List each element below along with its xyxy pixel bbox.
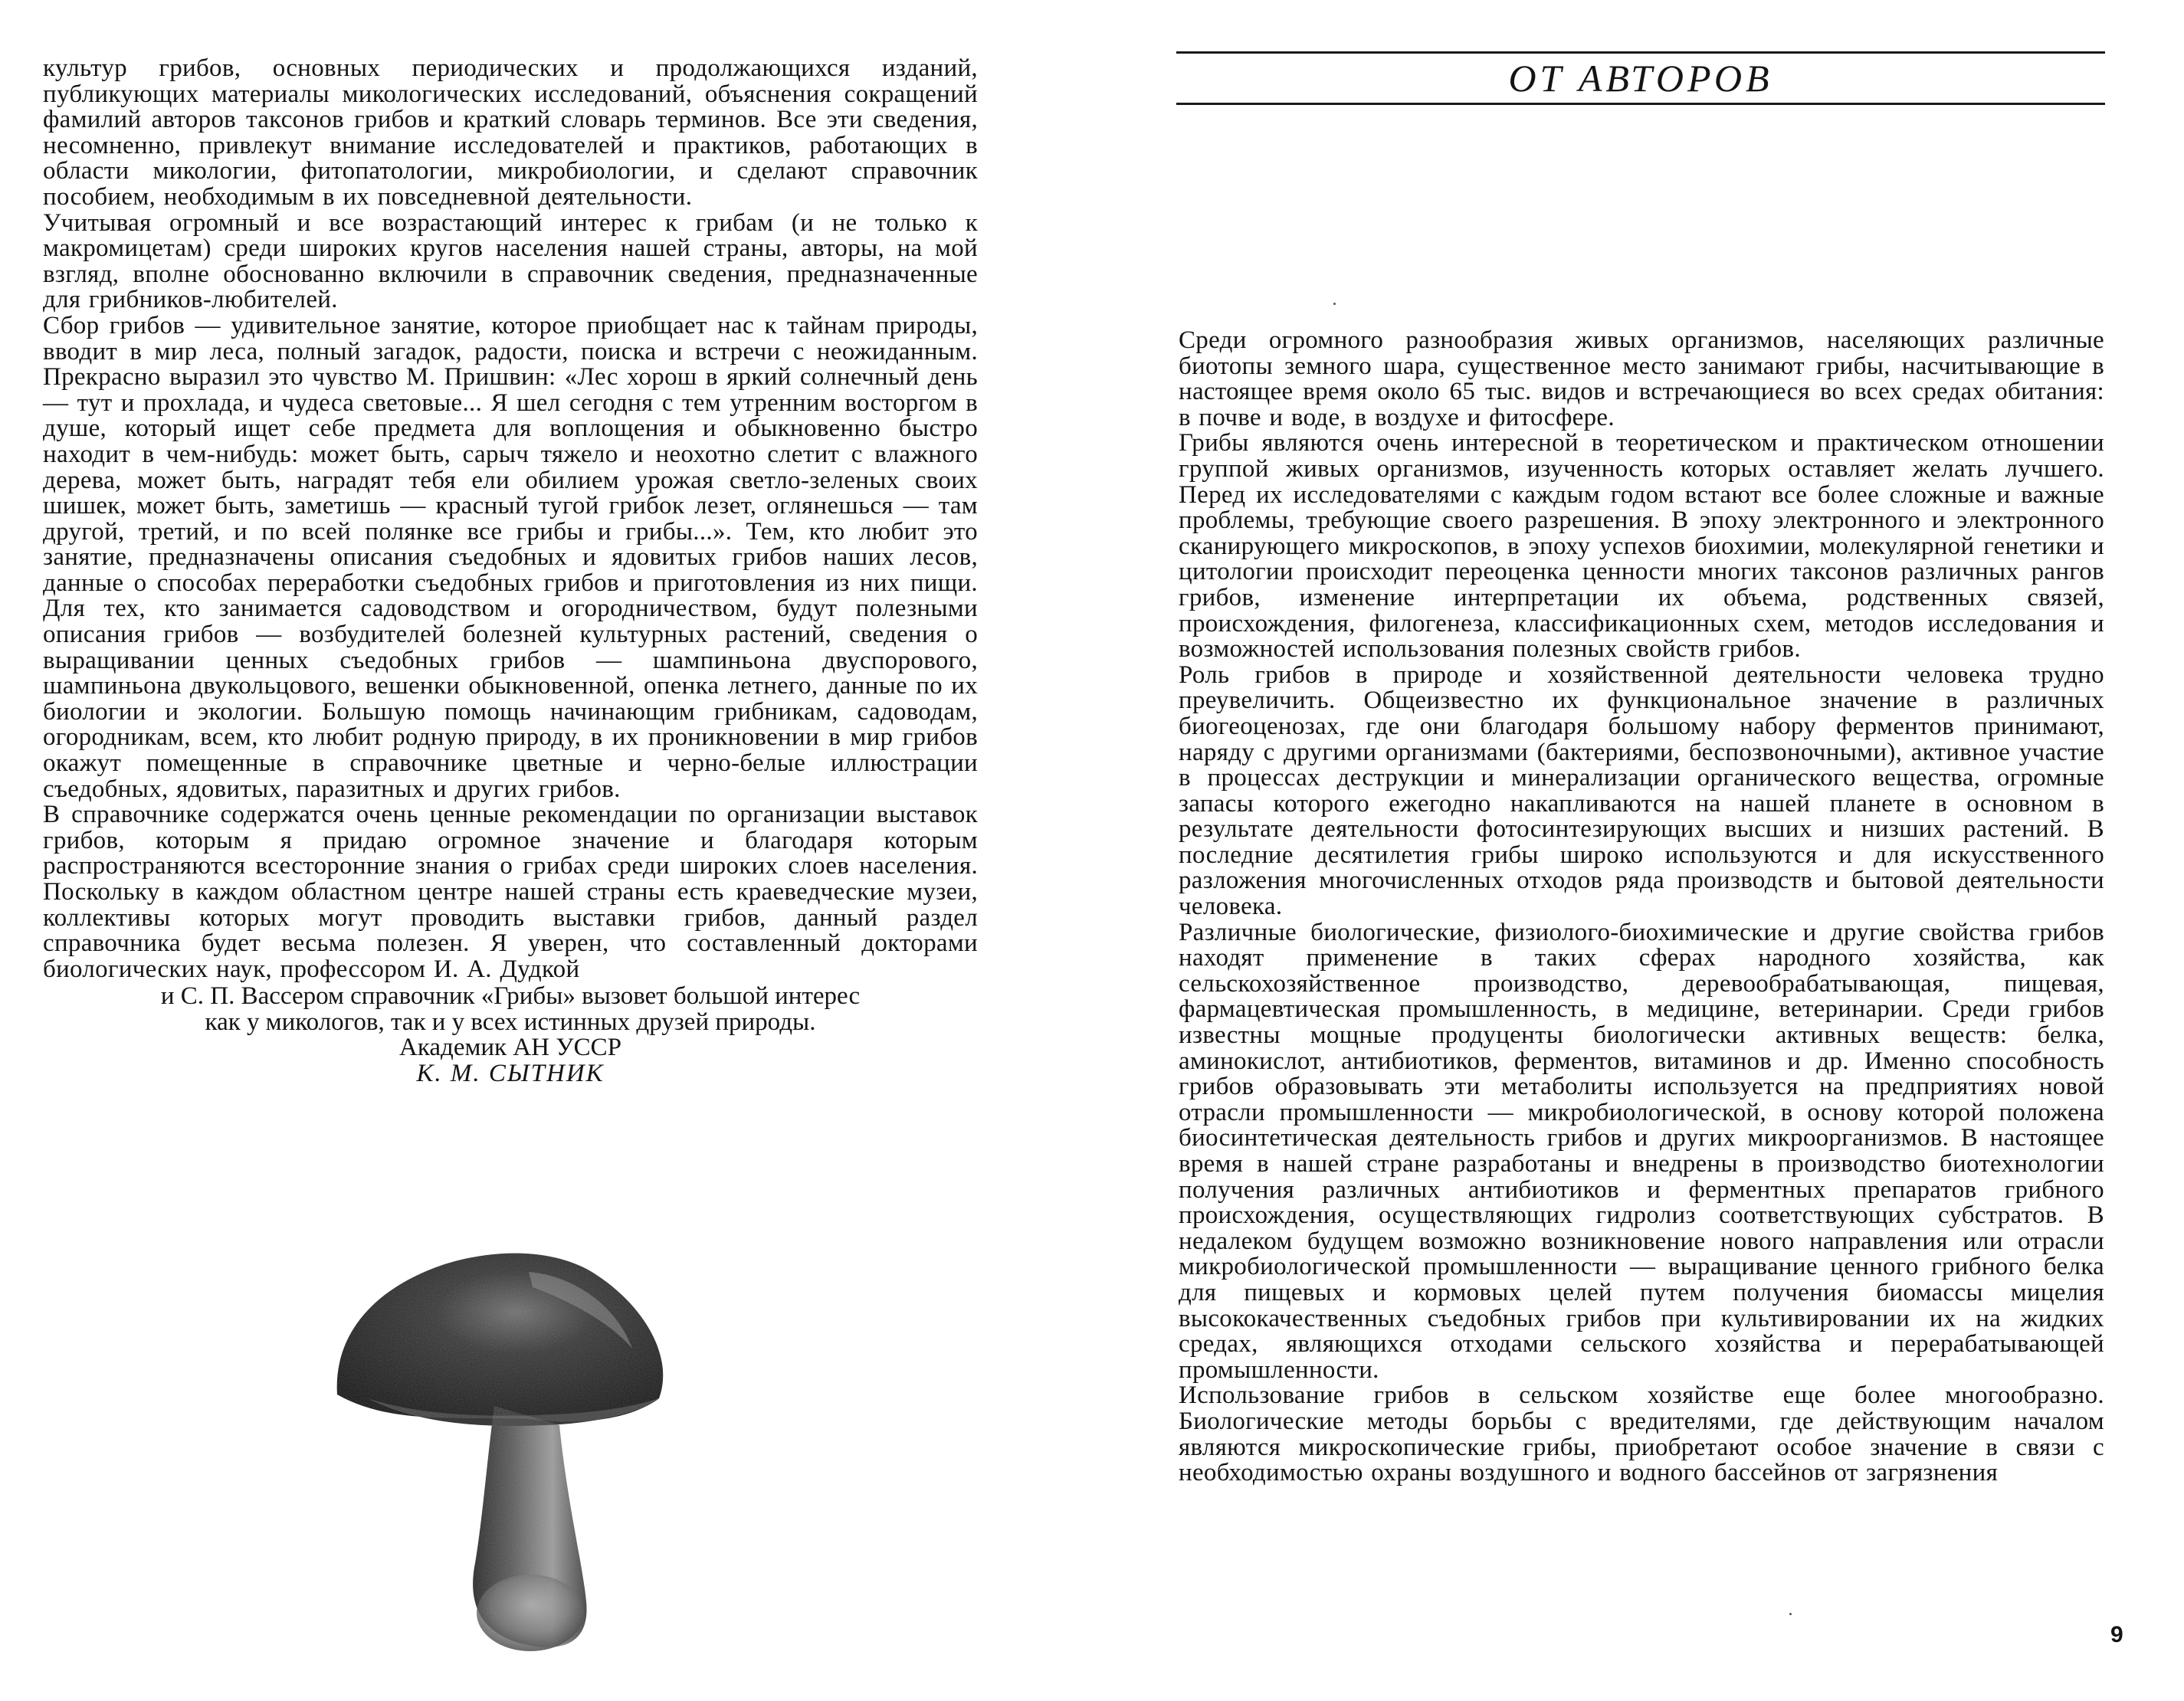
mushroom-illustration <box>322 1241 751 1686</box>
heading-rule-top <box>1176 51 2105 54</box>
paragraph: Учитывая огромный и все возрастающий интерес к грибам (и не только к макромицетам) среди широких кругов населения нашей страны, авторы, на мой взгляд, вполне обоснованно включили в справочник сведения, предназначенные для грибников-любителей. <box>43 208 978 314</box>
authors-text <box>1179 328 2104 1486</box>
section-heading: ОТ АВТОРОВ <box>1508 57 1773 100</box>
paragraph: В справочнике содержатся очень ценные рекомендации по организации выставок грибов, которым я придаю огромное значение и благодаря которым распространяются всесторонние знания о грибах среди широких слоев населения. Поскольку в каждом областном центре нашей страны есть краеведческие музеи, коллективы которых могут проводить выставки грибов, данный раздел справочника будет весьма полезен. Я уверен, что составленный докторами биологических наук, профессором И. А. Дудкой <box>43 801 978 983</box>
paragraph: Различные биологические, физиолого-биохимические и другие свойства грибов находят применение в таких сферах народного хозяйства, как сельскохозяйственное производство, деревообрабатывающая, пищевая, фармацевтическая промышленность, в медицине, ветеринарии. Среди грибов известны мощные продуценты биологически активных веществ: белка, аминокислот, антибиотиков, ферментов, витаминов и др. Именно способность грибов образовывать эти метаболиты используется на предприятиях новой отрасли промышленности — микробиологической, в основу которой положена биосинтетическая деятельность грибов и других микроорганизмов. В настоящее время в нашей стране разработаны и внедрены в производство биотехнологии получения различных антибиотиков и ферментных препаратов грибного происхождения, осуществляющих гидролиз соответствующих субстратов. В недалеком будущем возможно возникновение нового направления или отрасли микробиологической промышленности — выращивание ценного грибного белка для пищевых и кормовых целей путем получения биомассы мицелия высококачественных съедобных грибов при культивировании их на жидких средах, являющихся отходами сельского хозяйства и перерабатывающей промышленности. <box>1179 918 2104 1384</box>
signature-name: К. М. СЫТНИК <box>416 1059 605 1087</box>
foreword-text <box>43 56 978 982</box>
paragraph: Роль грибов в природе и хозяйственной деятельности человека трудно преувеличить. Общеизвестно их функциональное значение в различных биогеоценозах, где они благодаря большому набору ферментов принимают, наряду с другими организмами (бактериями, беспозвоночными), активное участие в процессах деструкции и минерализации органического вещества, огромные запасы которого ежегодно накапливаются на нашей планете в основном в результате деятельности фотосинтезирующих высших и низших растений. В последние десятилетия грибы широко используются и для искусственного разложения многочисленных отходов ряда производств и бытовой деятельности человека. <box>1179 660 2104 921</box>
page-number: 9 <box>2110 1622 2123 1647</box>
print-speck <box>1789 1613 1792 1615</box>
signature-block <box>43 984 978 1086</box>
paragraph: культур грибов, основных периодических и продолжающихся изданий, публикующих материалы микологических исследований, объяснения сокращений фамилий авторов таксонов грибов и краткий словарь терминов. Все эти сведения, несомненно, привлекут внимание исследователей и практиков, работающих в области микологии, фитопатологии, микробиологии, и сделают справочник пособием, необходимым в их повседневной деятельности. <box>43 54 978 211</box>
closing-line: как у микологов, так и у всех истинных друзей природы. <box>205 1008 816 1036</box>
right-page <box>1092 0 2184 1701</box>
paragraph: Грибы являются очень интересной в теоретическом и практическом отношении группой живых организмов, изученность которых оставляет желать лучшего. Перед их исследователями с каждым годом встают все более сложные и важные проблемы, требующие своего разрешения. В эпоху электронного и электронного сканирующего микроскопов, в эпоху успехов биохимии, молекулярной генетики и цитологии происходит переоценка ценности многих таксонов различных рангов грибов, изменение интерпретации их объема, родственных связей, происхождения, филогенеза, классификационных схем, методов исследования и возможностей использования полезных свойств грибов. <box>1179 429 2104 664</box>
signature-title: Академик АН УССР <box>399 1034 621 1062</box>
closing-line: и С. П. Вассером справочник «Грибы» вызовет большой интерес <box>160 982 861 1010</box>
paragraph: Среди огромного разнообразия живых организмов, населяющих различные биотопы земного шара, существенное место занимают грибы, насчитывающие в настоящее время около 65 тыс. видов и встречающиеся во всех средах обитания: в почве и воде, в воздухе и фитосфере. <box>1179 326 2104 431</box>
print-speck <box>1333 303 1336 305</box>
heading-rule-bottom <box>1176 103 2105 105</box>
paragraph: Использование грибов в сельском хозяйстве еще более многообразно. Биологические методы борьбы с вредителями, где действующим началом являются микроскопические грибы, приобретают особое значение в связи с необходимостью охраны воздушного и водного бассейнов от загрязнения <box>1179 1381 2104 1487</box>
paragraph: Сбор грибов — удивительное занятие, которое приобщает нас к тайнам природы, вводит в мир леса, полный загадок, радости, поиска и встречи с неожиданным. Прекрасно выразил это чувство М. Пришвин: «Лес хорош в яркий солнечный день — тут и прохлада, и чудеса световые... Я шел сегодня с тем утренним восторгом в душе, который ищет себе предмета для воплощения и обыкновенно быстро находит в чем-нибудь: может быть, сарыч тяжело и неохотно слетит с влажного дерева, может быть, наградят тебя ели обилием урожая светло-зеленых своих шишек, может быть, заметишь — красный тугой грибок лезет, оглянешься — там другой, третий, и по всей полянке все грибы и грибы...». Тем, кто любит это занятие, предназначены описания съедобных и ядовитых грибов наших лесов, данные о способах переработки съедобных грибов и приготовления из них пищи. Для тех, кто занимается садоводством и огородничеством, будут полезными описания грибов — возбудителей болезней культурных растений, сведения о выращивании ценных съедобных грибов — шампиньона двуспорового, шампиньона двукольцового, вешенки обыкновенной, опенка летнего, данные по их биологии и экологии. Большую помощь начинающим грибникам, садоводам, огородникам, всем, кто любит родную природу, в их проникновении в мир грибов окажут помещенные в справочнике цветные и черно-белые иллюстрации съедобных, ядовитых, паразитных и других грибов. <box>43 311 978 803</box>
